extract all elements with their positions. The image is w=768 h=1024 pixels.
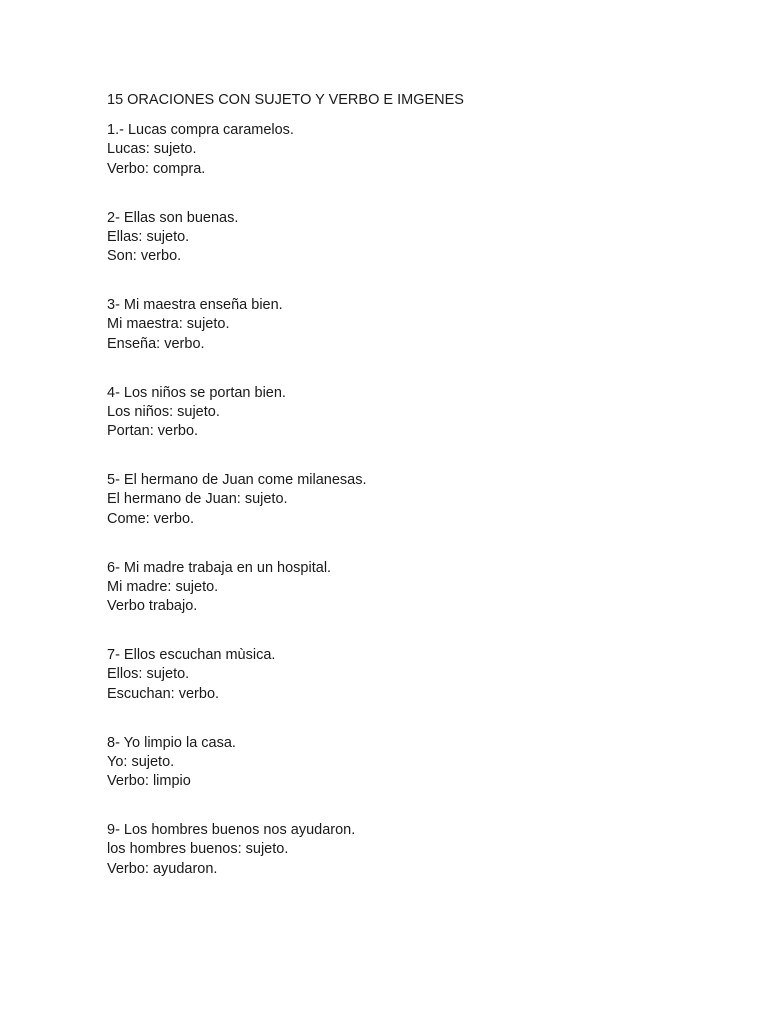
- sentence-text: 8- Yo limpio la casa.: [107, 734, 236, 751]
- verb-line: Verbo trabajo.: [107, 598, 198, 615]
- sentence-text: 6- Mi madre trabaja en un hospital.: [107, 559, 332, 576]
- verb-line: Portan: verbo.: [107, 423, 199, 440]
- verb-line: Son: verbo.: [107, 248, 182, 265]
- verb-line: Verbo: limpio: [107, 773, 191, 790]
- sentence-item-1: [107, 121, 707, 209]
- sentence-text: 9- Los hombres buenos nos ayudaron.: [107, 822, 356, 838]
- sentence-item-4: [107, 384, 707, 472]
- subject-line: Lucas: sujeto.: [107, 141, 197, 158]
- sentence-item-5: [107, 471, 707, 559]
- sentence-item-2: [107, 209, 707, 297]
- subject-line: Ellas: sujeto.: [107, 228, 190, 245]
- sentence-item-7: [107, 646, 707, 734]
- sentence-text: 1.- Lucas compra caramelos.: [107, 122, 294, 138]
- sentence-list: [107, 121, 707, 909]
- subject-line: Ellos: sujeto.: [107, 666, 190, 683]
- subject-line: Los niños: sujeto.: [107, 403, 220, 420]
- subject-line: Mi maestra: sujeto.: [107, 316, 230, 333]
- verb-line: Come: verbo.: [107, 510, 195, 527]
- sentence-item-3: [107, 296, 707, 384]
- sentence-text: 7- Ellos escuchan mùsica.: [107, 647, 276, 663]
- document-title: 15 ORACIONES CON SUJETO Y VERBO E IMGENES: [107, 92, 464, 108]
- verb-line: Escuchan: verbo.: [107, 685, 220, 702]
- sentence-item-6: [107, 559, 707, 647]
- subject-line: los hombres buenos: sujeto.: [107, 841, 289, 858]
- subject-line: Mi madre: sujeto.: [107, 578, 219, 595]
- sentence-text: 5- El hermano de Juan come milanesas.: [107, 472, 367, 488]
- sentence-item-8: [107, 734, 707, 822]
- sentence-text: 3- Mi maestra enseña bien.: [107, 297, 283, 313]
- verb-line: Enseña: verbo.: [107, 335, 205, 352]
- subject-line: El hermano de Juan: sujeto.: [107, 491, 288, 508]
- verb-line: Verbo: compra.: [107, 160, 206, 177]
- sentence-text: 2- Ellas son buenas.: [107, 209, 239, 226]
- subject-line: Yo: sujeto.: [107, 753, 175, 770]
- sentence-text: 4- Los niños se portan bien.: [107, 384, 286, 401]
- sentence-item-9: [107, 821, 707, 909]
- verb-line: Verbo: ayudaron.: [107, 860, 218, 877]
